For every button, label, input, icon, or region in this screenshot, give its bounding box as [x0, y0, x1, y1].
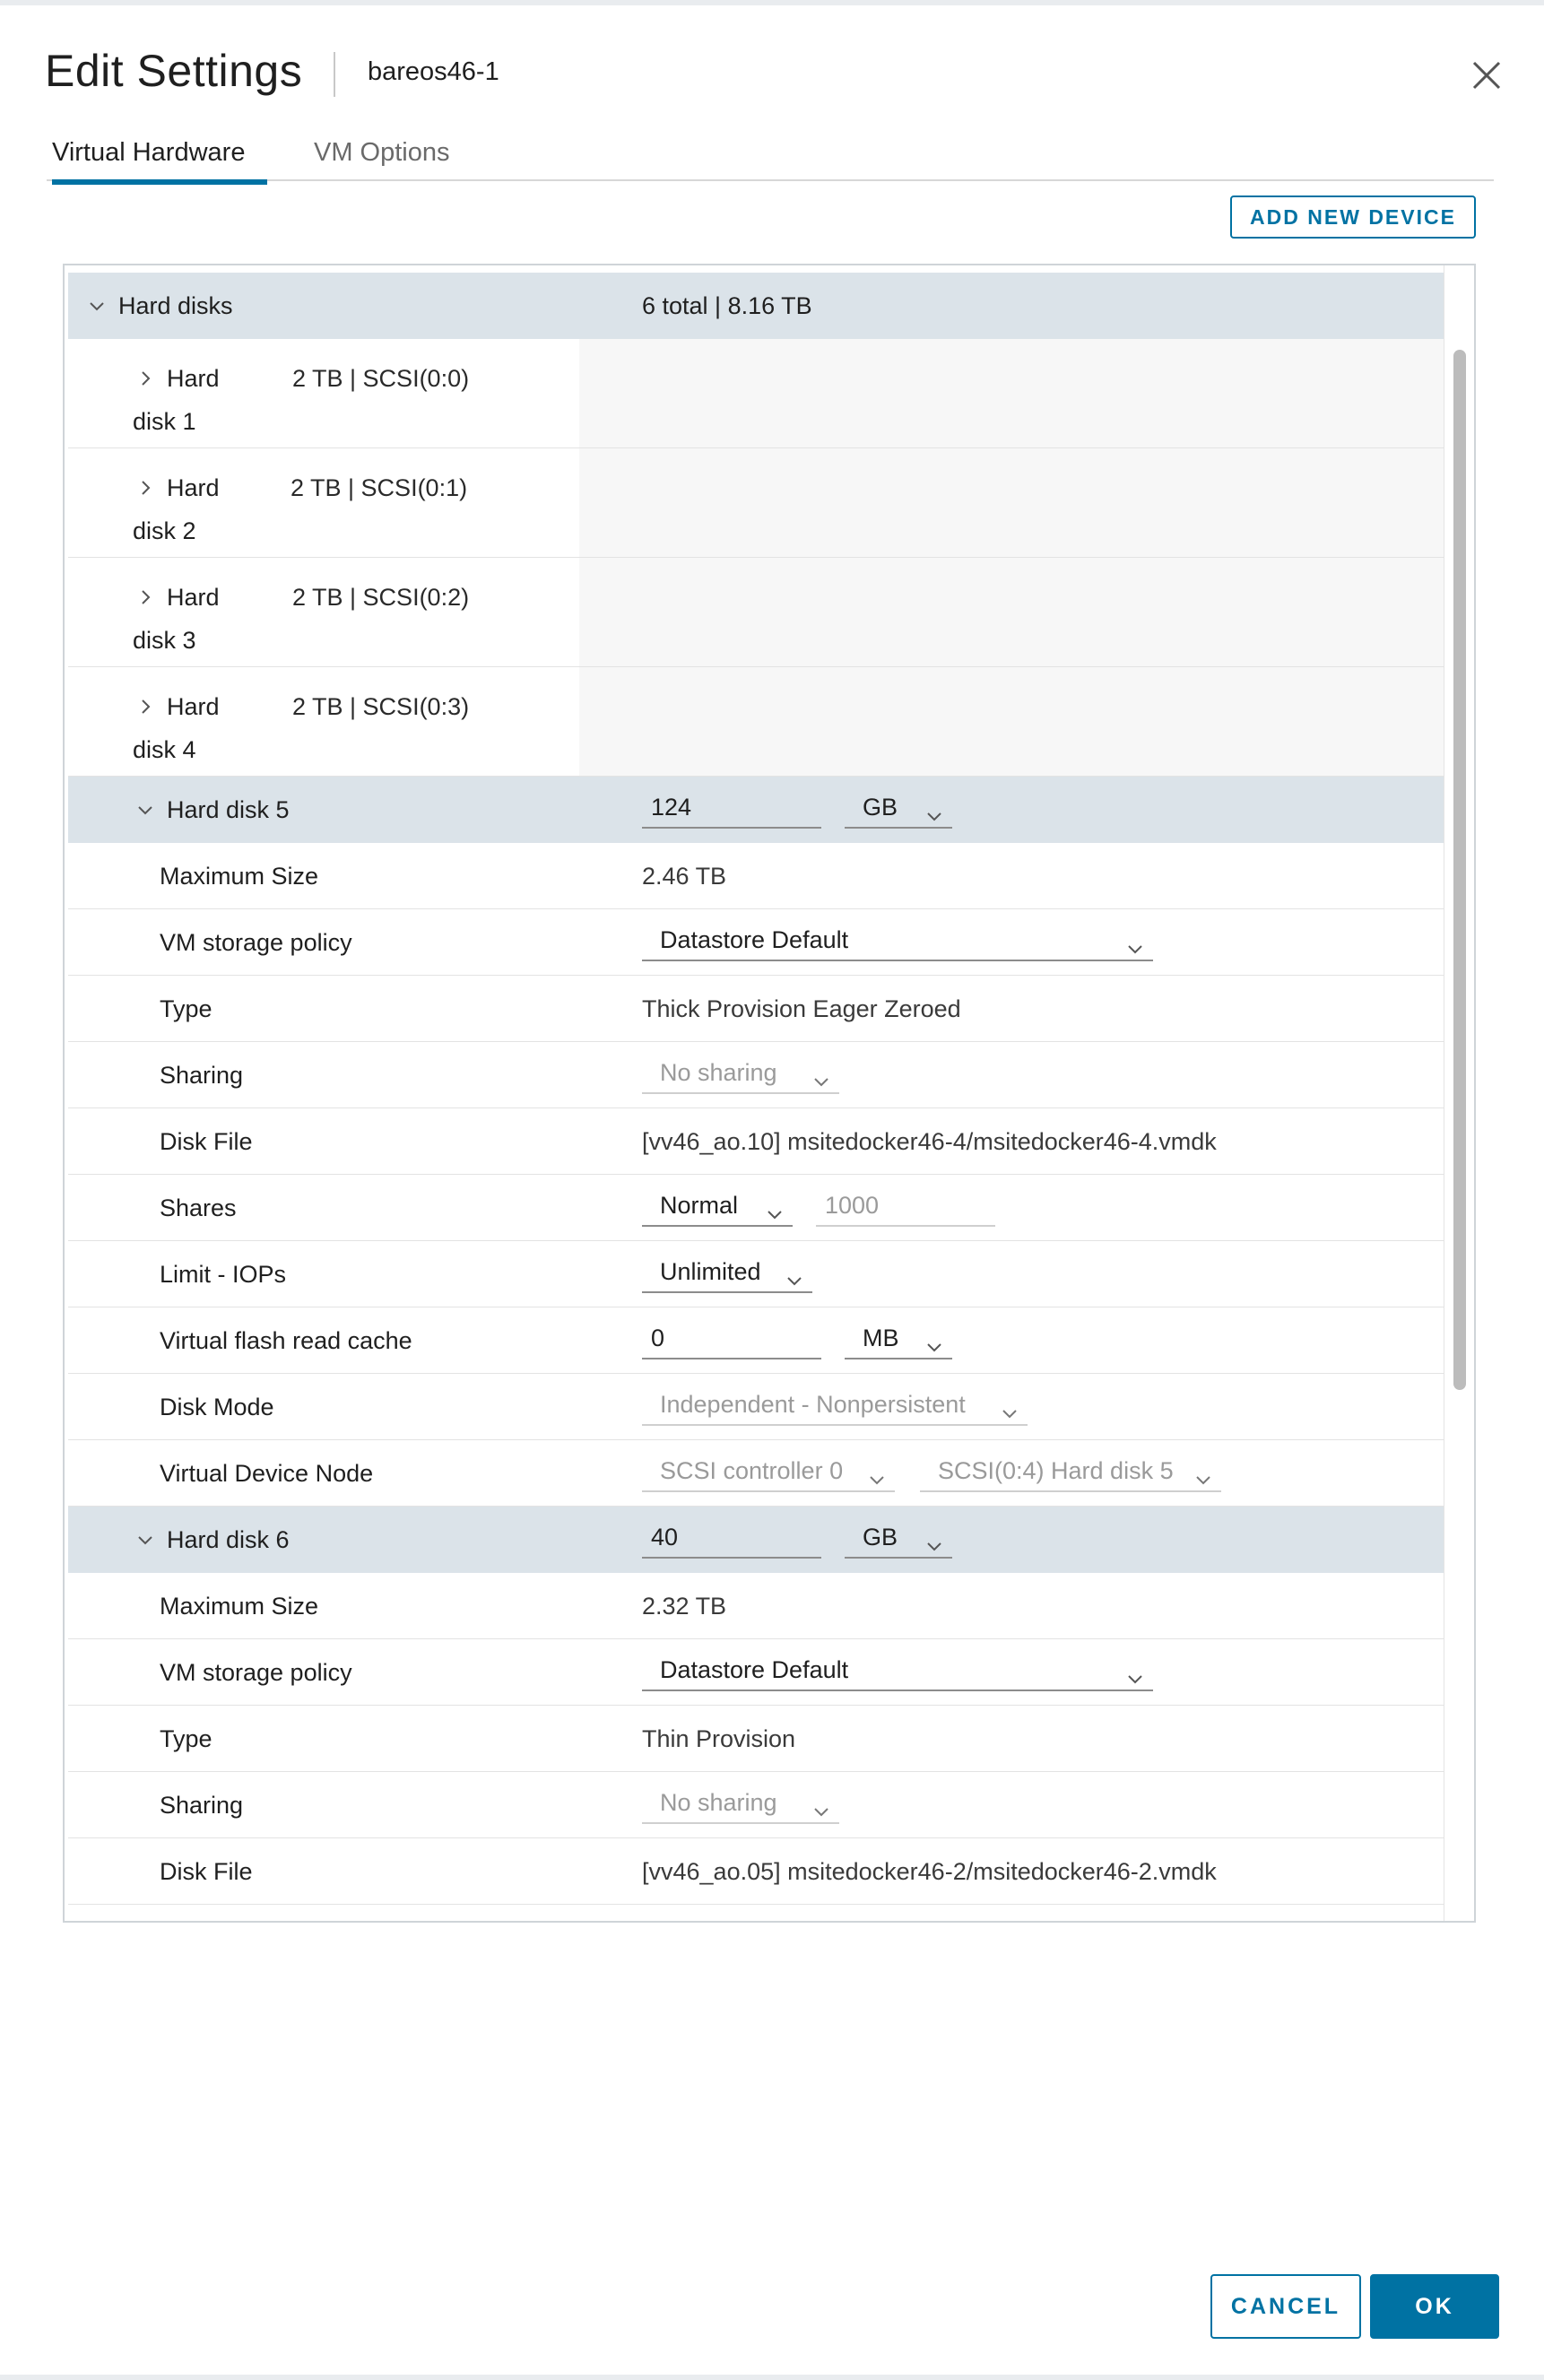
add-new-device-button[interactable]: ADD NEW DEVICE [1230, 195, 1476, 239]
select-value: Datastore Default [660, 926, 849, 953]
tab-virtual-hardware[interactable] [52, 138, 245, 181]
hard-disk-5-size-input[interactable]: 124 [642, 789, 821, 829]
chevron-down-icon [1194, 1464, 1212, 1481]
hard-disk-1-label [133, 357, 301, 435]
property-row [68, 1307, 1447, 1374]
select-value: SCSI controller 0 [660, 1457, 844, 1484]
vm-name: bareos46-1 [368, 57, 499, 86]
label-line-2: disk 2 [133, 517, 196, 544]
chevron-down-icon [812, 1795, 830, 1813]
storage-policy-select[interactable] [642, 1652, 1153, 1691]
label-line-1: Hard [167, 693, 220, 720]
flash-cache-input[interactable]: 0 [642, 1320, 821, 1359]
cancel-button[interactable]: CANCEL [1210, 2274, 1361, 2339]
label-line-1: Hard [167, 474, 220, 501]
chevron-right-icon[interactable] [136, 479, 154, 497]
hard-disk-5-label: Hard disk 5 [167, 796, 290, 823]
select-value: SCSI(0:4) Hard disk 5 [938, 1457, 1174, 1484]
hard-disk-1-row[interactable] [68, 339, 1447, 448]
disk-mode-label: Disk Mode [160, 1394, 274, 1420]
chevron-right-icon[interactable] [136, 369, 154, 387]
storage-policy-select[interactable] [642, 922, 1153, 961]
sharing-label: Sharing [160, 1792, 244, 1819]
chevron-down-icon [1126, 933, 1144, 951]
shares-label: Shares [160, 1194, 237, 1221]
type-label: Type [160, 995, 213, 1022]
disk-file-value: [vv46_ao.05] msitedocker46-2/msitedocker46-2.vmdk [642, 1858, 1217, 1885]
sharing-select [642, 1785, 839, 1824]
row-fill [579, 558, 1447, 666]
ok-button[interactable]: OK [1370, 2274, 1499, 2339]
chevron-right-icon[interactable] [136, 698, 154, 716]
flash-cache-label: Virtual flash read cache [160, 1327, 412, 1354]
sharing-label: Sharing [160, 1062, 244, 1089]
select-value: GB [863, 794, 898, 821]
hard-disk-2-row[interactable] [68, 448, 1447, 558]
disk-file-label: Disk File [160, 1858, 253, 1885]
limit-iops-select[interactable] [642, 1254, 812, 1293]
property-row [68, 1706, 1447, 1772]
hardware-list [68, 273, 1447, 1905]
limit-iops-label: Limit - IOPs [160, 1261, 287, 1288]
hard-disk-2-summary: 2 TB | SCSI(0:1) [291, 474, 468, 501]
property-row [68, 1639, 1447, 1706]
label-line-2: disk 1 [133, 408, 196, 435]
hard-disk-3-label [133, 576, 301, 654]
property-row [68, 1042, 1447, 1108]
max-size-label: Maximum Size [160, 1593, 319, 1620]
scsi-node-select [920, 1453, 1221, 1492]
row-fill [579, 339, 1447, 447]
chevron-down-icon [925, 1331, 943, 1349]
chevron-right-icon[interactable] [136, 588, 154, 606]
max-size-value: 2.32 TB [642, 1593, 727, 1620]
property-row [68, 843, 1447, 909]
device-node-label: Virtual Device Node [160, 1460, 374, 1487]
chevron-down-icon [1001, 1397, 1019, 1415]
disk-mode-select [642, 1386, 1028, 1426]
label-line-2: disk 4 [133, 736, 196, 763]
property-row [68, 1573, 1447, 1639]
shares-value-input: 1000 [816, 1187, 995, 1227]
sharing-select [642, 1055, 839, 1094]
chevron-down-icon [925, 1530, 943, 1548]
property-row [68, 1772, 1447, 1838]
select-value: Normal [660, 1192, 739, 1219]
hard-disk-5-header[interactable] [68, 777, 1447, 843]
select-value: GB [863, 1524, 898, 1550]
property-row [68, 1440, 1447, 1507]
tab-bar [47, 129, 1494, 181]
flash-cache-unit-select[interactable] [845, 1320, 952, 1359]
select-value: Unlimited [660, 1258, 761, 1285]
close-icon[interactable] [1467, 56, 1506, 95]
storage-policy-label: VM storage policy [160, 929, 352, 956]
property-row [68, 1241, 1447, 1307]
chevron-down-icon [1126, 1663, 1144, 1681]
edit-settings-dialog [0, 5, 1544, 2375]
title-divider [334, 52, 335, 97]
label-line-2: disk 3 [133, 627, 196, 654]
hard-disk-5-unit-select[interactable] [845, 789, 952, 829]
max-size-label: Maximum Size [160, 863, 319, 890]
label-line-1: Hard [167, 584, 220, 611]
chevron-down-icon [925, 800, 943, 818]
property-row [68, 1175, 1447, 1241]
select-value: MB [863, 1325, 899, 1351]
row-fill [579, 667, 1447, 776]
hard-disk-4-label [133, 685, 301, 763]
active-tab-indicator [52, 179, 267, 185]
chevron-down-icon [766, 1198, 784, 1216]
hard-disk-2-label [133, 466, 301, 544]
scsi-controller-select [642, 1453, 895, 1492]
hard-disk-4-row[interactable] [68, 667, 1447, 777]
select-value: Datastore Default [660, 1656, 849, 1683]
tab-label: Virtual Hardware [52, 138, 246, 167]
disk-file-label: Disk File [160, 1128, 253, 1155]
tab-vm-options[interactable] [314, 138, 450, 181]
type-label: Type [160, 1725, 213, 1752]
hard-disk-6-unit-select[interactable] [845, 1519, 952, 1559]
chevron-down-icon[interactable] [88, 298, 106, 316]
max-size-value: 2.46 TB [642, 863, 727, 890]
hard-disk-4-summary: 2 TB | SCSI(0:3) [292, 693, 470, 720]
select-value: Independent - Nonpersistent [660, 1391, 966, 1418]
select-value: No sharing [660, 1789, 777, 1816]
property-row [68, 1838, 1447, 1905]
property-row [68, 976, 1447, 1042]
hard-disk-3-summary: 2 TB | SCSI(0:2) [292, 584, 470, 611]
select-value: No sharing [660, 1059, 777, 1086]
chevron-down-icon [812, 1065, 830, 1083]
hardware-panel [63, 264, 1476, 1923]
dialog-title: Edit Settings [45, 46, 303, 96]
hard-disk-6-header[interactable] [68, 1507, 1447, 1573]
row-fill [579, 448, 1447, 557]
chevron-down-icon[interactable] [136, 1532, 154, 1550]
hard-disk-6-label: Hard disk 6 [167, 1526, 290, 1553]
hard-disks-summary: 6 total | 8.16 TB [642, 292, 812, 319]
hard-disks-label: Hard disks [118, 292, 233, 319]
scrollbar-thumb[interactable] [1453, 350, 1466, 1390]
label-line-1: Hard [167, 365, 220, 392]
hard-disk-3-row[interactable] [68, 558, 1447, 667]
property-row [68, 1374, 1447, 1440]
panel-scrollbar[interactable] [1444, 265, 1474, 1921]
type-value: Thin Provision [642, 1725, 796, 1752]
hard-disks-header[interactable] [68, 273, 1447, 339]
chevron-down-icon [785, 1264, 803, 1282]
type-value: Thick Provision Eager Zeroed [642, 995, 961, 1022]
chevron-down-icon [868, 1464, 886, 1481]
storage-policy-label: VM storage policy [160, 1659, 352, 1686]
disk-file-value: [vv46_ao.10] msitedocker46-4/msitedocker46-4.vmdk [642, 1128, 1217, 1155]
property-row [68, 1108, 1447, 1175]
hard-disk-1-summary: 2 TB | SCSI(0:0) [292, 365, 470, 392]
tab-label: VM Options [314, 138, 450, 167]
background-page-strip [0, 2375, 1544, 2380]
property-row [68, 909, 1447, 976]
shares-select[interactable] [642, 1187, 793, 1227]
chevron-down-icon[interactable] [136, 802, 154, 820]
hard-disk-6-size-input[interactable]: 40 [642, 1519, 821, 1559]
